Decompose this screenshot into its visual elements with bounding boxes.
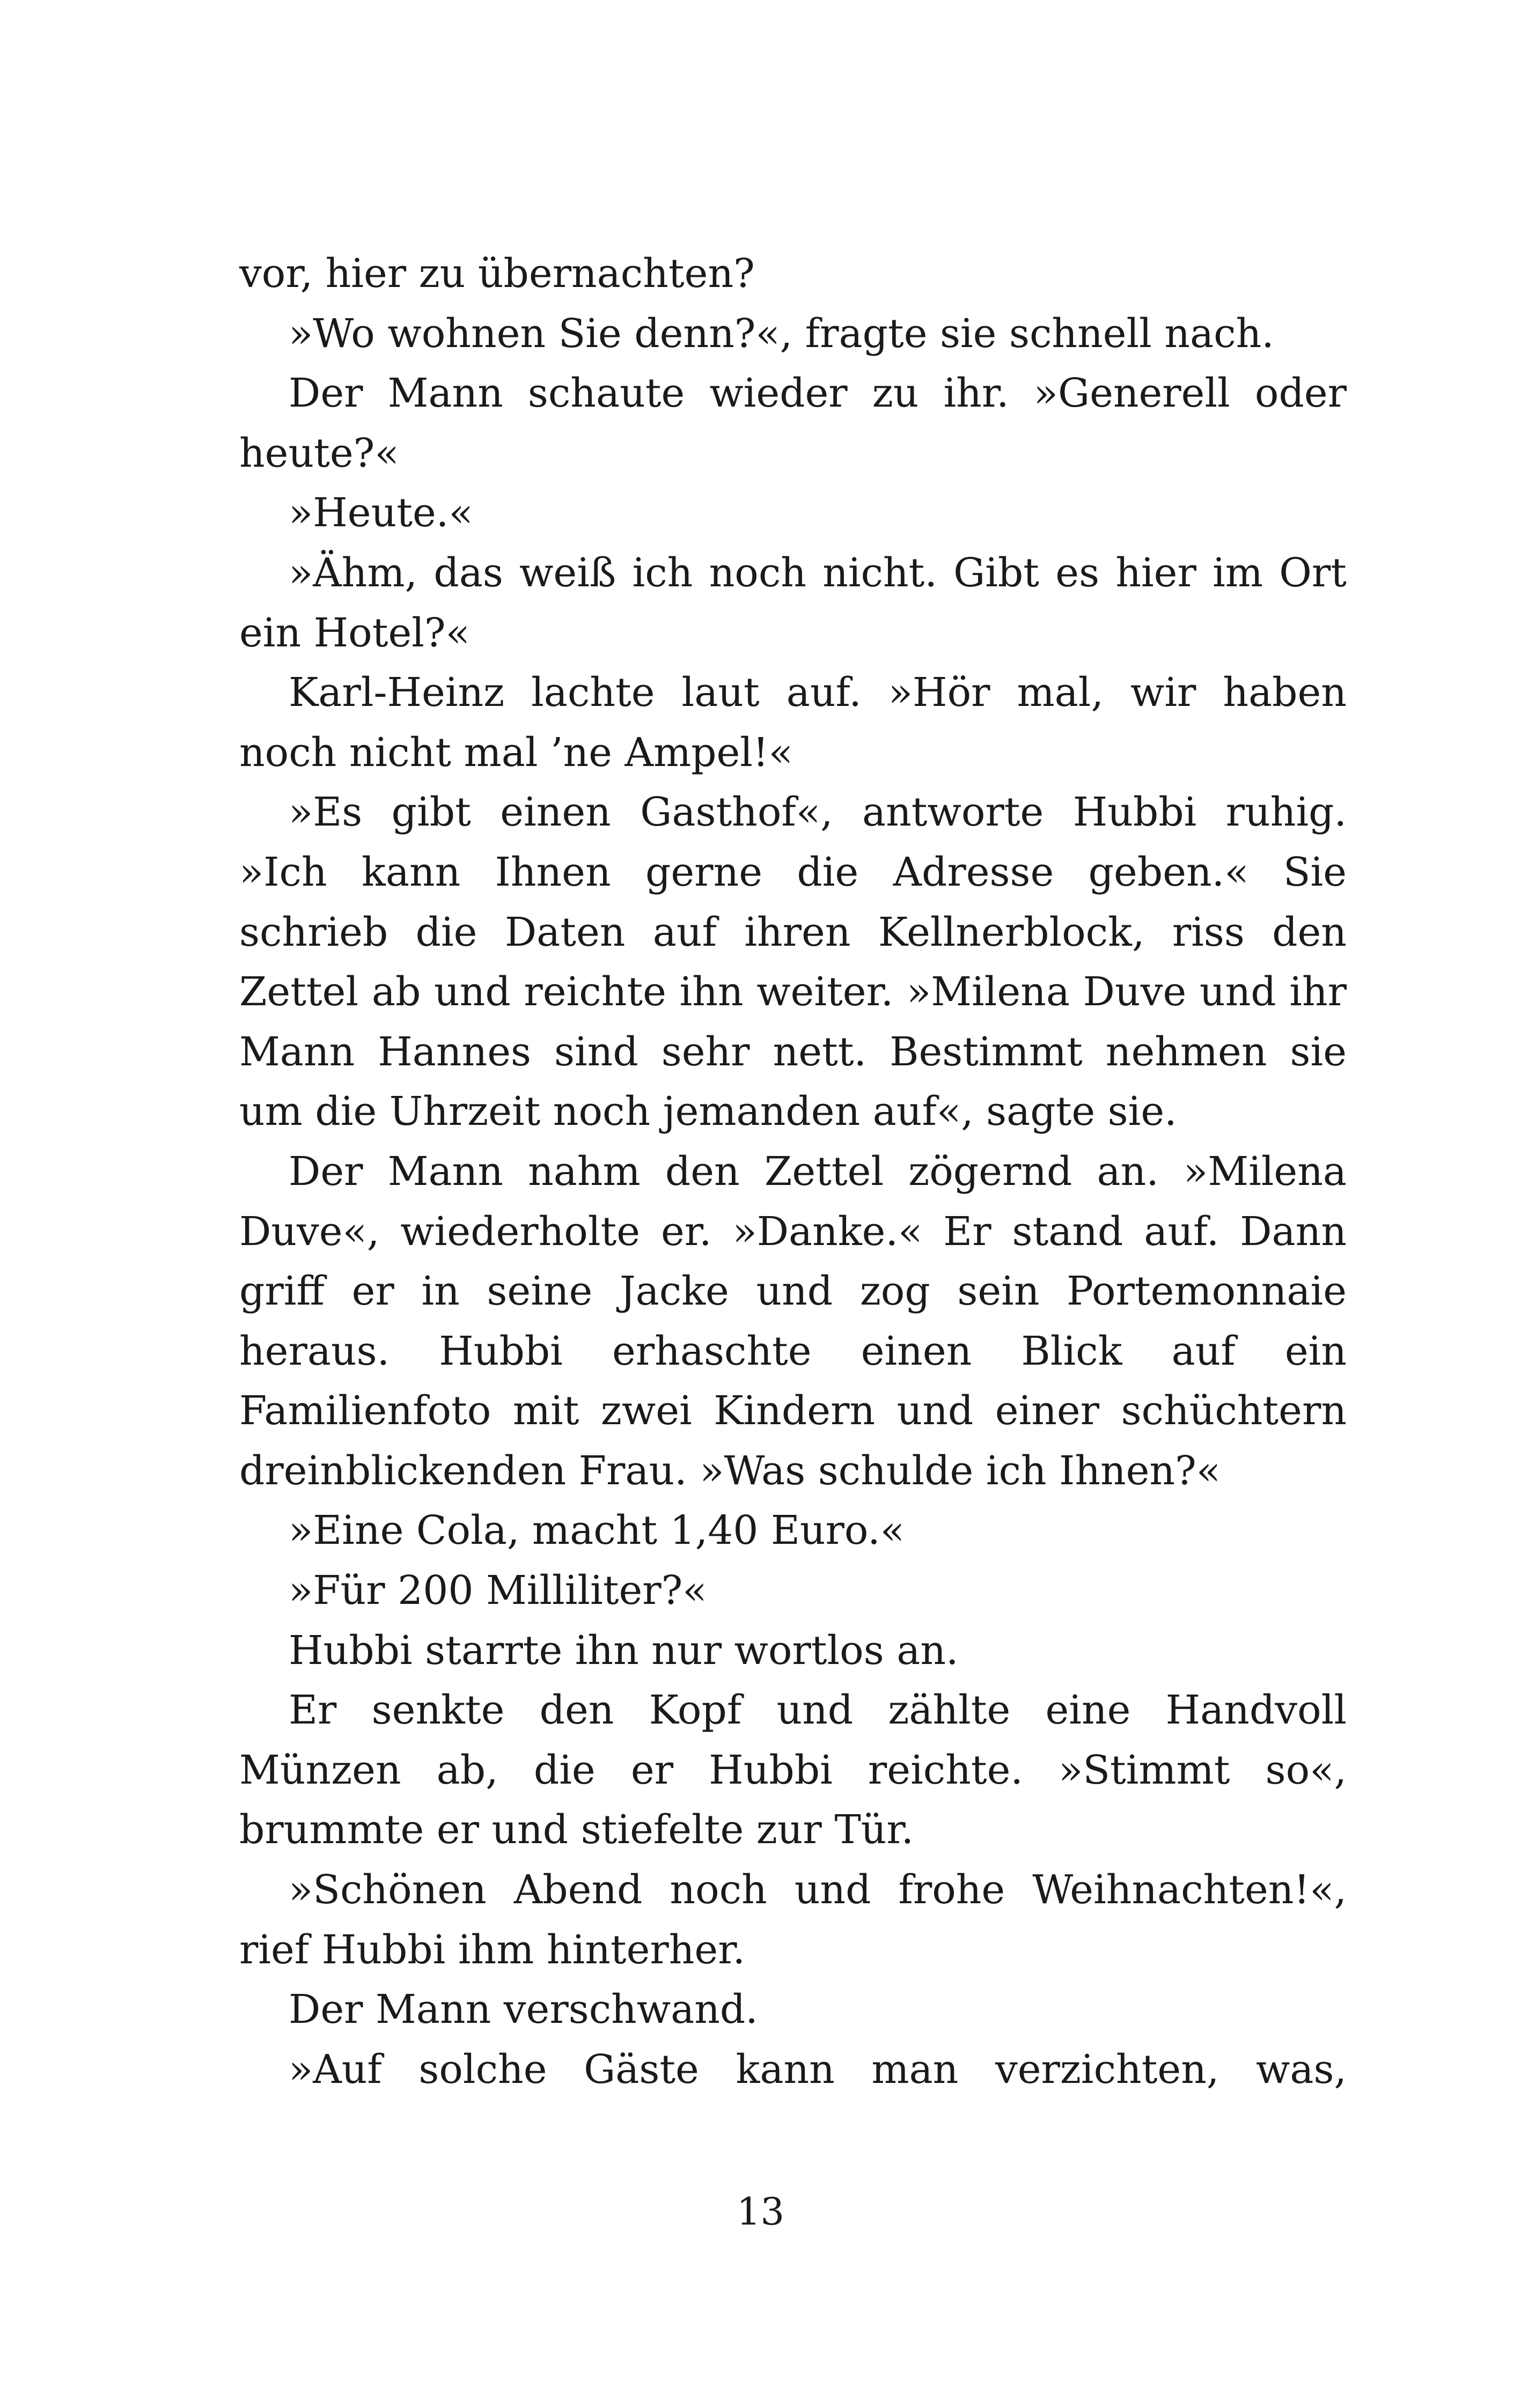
paragraph: »Es gibt einen Gasthof«, antworte Hubbi ruhig. »Ich kann Ihnen gerne die Adresse geben.« Sie schrieb die Daten auf ihren Kellnerblock, riss den Zettel ab und reichte ihn weiter. »Milena Duve und ihr Mann Hannes sind sehr nett. Bestimmt nehmen sie um die Uhrzeit noch jemanden auf«, sagte sie. (239, 789, 1347, 1135)
paragraph: Hubbi starrte ihn nur wortlos an. (289, 1627, 959, 1674)
paragraph: »Eine Cola, macht 1,40 Euro.« (289, 1507, 905, 1554)
page-number: 13 (736, 2190, 785, 2234)
paragraph: »Ähm, das weiß ich noch nicht. Gibt es hier im Ort ein Hotel?« (239, 549, 1347, 656)
paragraph: »Für 200 Milliliter?« (289, 1567, 707, 1614)
paragraph: Der Mann schaute wieder zu ihr. »Generell oder heute?« (239, 370, 1347, 476)
paragraph: Karl-Heinz lachte laut auf. »Hör mal, wir haben noch nicht mal ’ne Ampel!« (239, 669, 1347, 776)
paragraph: »Wo wohnen Sie denn?«, fragte sie schnell nach. (289, 310, 1274, 357)
paragraph: Der Mann nahm den Zettel zögernd an. »Milena Duve«, wiederholte er. »Danke.« Er stand auf. Dann griff er in seine Jacke und zog sein Portemonnaie heraus. Hubbi erhaschte einen Blick auf ein Familienfoto mit zwei Kindern und einer schüchtern dreinblickenden Frau. »Was schulde ich Ihnen?« (239, 1148, 1347, 1494)
paragraph: Der Mann verschwand. (289, 1986, 758, 2033)
paragraph: »Auf solche Gäste kann man verzichten, was, (289, 2046, 1347, 2093)
paragraph: vor, hier zu übernachten? (239, 251, 755, 297)
paragraph: »Schönen Abend noch und frohe Weihnachten!«, rief Hubbi ihm hinterher. (239, 1867, 1347, 1973)
paragraph: »Heute.« (289, 490, 473, 536)
body-text (239, 244, 1347, 2100)
paragraph: Er senkte den Kopf und zählte eine Handvoll Münzen ab, die er Hubbi reichte. »Stimmt so«, brummte er und stiefelte zur Tür. (239, 1687, 1347, 1853)
